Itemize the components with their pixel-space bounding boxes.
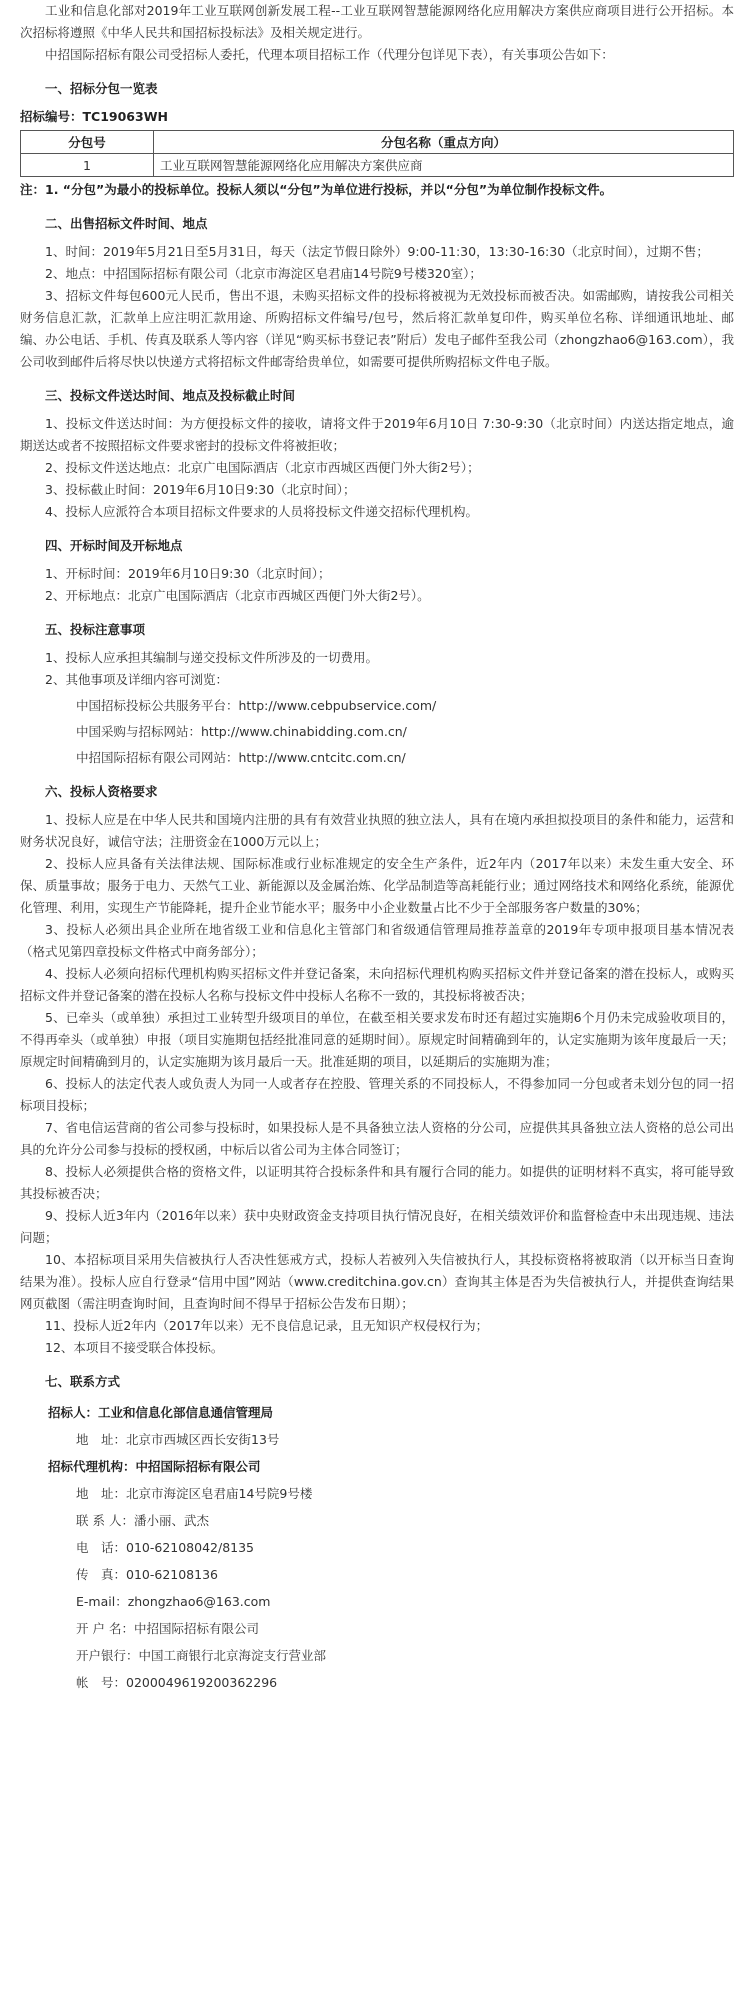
agent-heading: 招标代理机构：中招国际招标有限公司 (48, 1459, 261, 1474)
agent-phone: 电 话：010-62108042/8135 (76, 1540, 255, 1555)
list-item: 6、投标人的法定代表人或负责人为同一人或者存在控股、管理关系的不同投标人，不得参加同一分包或者未划分包的同一招标项目投标； (20, 1076, 734, 1113)
tenderer-heading: 招标人：工业和信息化部信息通信管理局 (48, 1405, 274, 1420)
agent-email[interactable]: E-mail：zhongzhao6@163.com (76, 1594, 271, 1609)
list-item: 11、投标人近2年内（2017年以来）无不良信息记录，且无知识产权侵权行为； (45, 1318, 489, 1333)
list-item: 7、省电信运营商的省公司参与投标时，如果投标人是不具备独立法人资格的分公司，应提供其具备独立法人资格的总公司出具的允许分公司参与投标的授权函，中标后以省公司为主体合同签订； (20, 1120, 734, 1157)
table-row (21, 154, 734, 177)
section-6-title: 六、投标人资格要求 (45, 784, 158, 799)
agent-fax: 传 真：010-62108136 (76, 1567, 218, 1582)
list-item: 2、开标地点：北京广电国际酒店（北京市西城区西便门外大街2号）。 (45, 588, 430, 603)
list-item: 3、投标截止时间：2019年6月10日9:30（北京时间）； (45, 482, 356, 497)
list-item: 4、投标人应派符合本项目招标文件要求的人员将投标文件递交招标代理机构。 (45, 504, 478, 519)
section-2-title: 二、出售招标文件时间、地点 (45, 216, 208, 231)
table-cell-package-name: 工业互联网智慧能源网络化应用解决方案供应商 (154, 154, 734, 177)
list-item: 1、投标文件送达时间：为方便投标文件的接收，请将文件于2019年6月10日 7:30-9:30（北京时间）内送达指定地点，逾期送达或者不按照招标文件要求密封的投标文件将被拒收； (20, 416, 734, 453)
list-item: 1、投标人应是在中华人民共和国境内注册的具有有效营业执照的独立法人，具有在境内承担拟投项目的条件和能力，运营和财务状况良好，诚信守法；注册资金在1000万元以上； (20, 812, 734, 849)
intro-paragraph-1: 工业和信息化部对2019年工业互联网创新发展工程--工业互联网智慧能源网络化应用解决方案供应商项目进行公开招标。本次招标将遵照《中华人民共和国招标投标法》及相关规定进行。 (20, 3, 734, 40)
agent-account-number: 帐 号：0200049619200362296 (76, 1675, 278, 1690)
website-link-chinabidding[interactable]: 中国采购与招标网站：http://www.chinabidding.com.cn/ (76, 724, 407, 739)
intro-paragraph-2: 中招国际招标有限公司受招标人委托，代理本项目招标工作（代理分包详见下表），有关事项公告如下： (45, 47, 614, 62)
package-table (20, 130, 734, 177)
announcement-document (20, 0, 734, 1696)
table-cell-package-no: 1 (21, 154, 154, 177)
list-item: 1、投标人应承担其编制与递交投标文件所涉及的一切费用。 (45, 650, 378, 665)
tender-code: 招标编号：TC19063WH (20, 109, 168, 124)
list-item: 2、地点：中招国际招标有限公司（北京市海淀区皂君庙14号院9号楼320室）； (45, 266, 482, 281)
website-link-cntcitc[interactable]: 中招国际招标有限公司网站：http://www.cntcitc.com.cn/ (76, 750, 406, 765)
agent-contact-person: 联 系 人：潘小丽、武杰 (76, 1513, 209, 1528)
list-item: 8、投标人必须提供合格的资格文件，以证明其符合投标条件和具有履行合同的能力。如提供的证明材料不真实，将可能导致其投标被否决； (20, 1164, 734, 1201)
website-link-cebpubservice[interactable]: 中国招标投标公共服务平台：http://www.cebpubservice.com/ (76, 698, 437, 713)
list-item: 9、投标人近3年内（2016年以来）获中央财政资金支持项目执行情况良好，在相关绩效评价和监督检查中未出现违规、违法问题； (20, 1208, 734, 1245)
list-item: 5、已牵头（或单独）承担过工业转型升级项目的单位，在截至相关要求发布时还有超过实施期6个月仍未完成验收项目的，不得再牵头（或单独）申报（项目实施期包括经批准同意的延期时间）。原规定时间精确到年的，认定实施期为该年度最后一天；原规定时间精确到月的，认定实施期为该月最后一天。批准延期的项目，以延期后的实施期为准； (20, 1010, 734, 1069)
package-note: 注：1. “分包”为最小的投标单位。投标人须以“分包”为单位进行投标，并以“分包”为单位制作投标文件。 (20, 182, 613, 197)
list-item: 3、投标人必须出具企业所在地省级工业和信息化主管部门和省级通信管理局推荐盖章的2019年专项申报项目基本情况表（格式见第四章投标文件格式中商务部分）； (20, 922, 734, 959)
list-item: 2、投标人应具备有关法律法规、国际标准或行业标准规定的安全生产条件，近2年内（2017年以来）未发生重大安全、环保、质量事故；服务于电力、天然气工业、新能源以及金属治炼、化学品制造等高耗能行业；通过网络技术和网络化系统，能源优化管理、利用，实现生产节能降耗，提升企业节能水平；服务中小企业数量占比不少于全部服务客户数量的30%； (20, 856, 734, 915)
list-item: 10、本招标项目采用失信被执行人否决性惩戒方式，投标人若被列入失信被执行人，其投标资格将被取消（以开标当日查询结果为准）。投标人应自行登录“信用中国”网站（www.creditchina.gov.cn）查询其主体是否为失信被执行人，并提供查询结果网页截图（需注明查询时间，且查询时间不得早于招标公告发布日期）； (20, 1252, 734, 1311)
section-5-title: 五、投标注意事项 (45, 622, 146, 637)
agent-bank: 开户银行：中国工商银行北京海淀支行营业部 (76, 1648, 327, 1663)
table-header-package-no: 分包号 (21, 131, 154, 154)
tenderer-address: 地 址：北京市西城区西长安街13号 (76, 1432, 280, 1447)
agent-address: 地 址：北京市海淀区皂君庙14号院9号楼 (76, 1486, 313, 1501)
table-header-package-name: 分包名称（重点方向） (154, 131, 734, 154)
table-header-row (21, 131, 734, 154)
list-item: 3、招标文件每包600元人民币，售出不退，未购买招标文件的投标将被视为无效投标而被否决。如需邮购，请按我公司相关财务信息汇款，汇款单上应注明汇款用途、所购招标文件编号/包号，然后将汇款单复印件，购买单位名称、详细通讯地址、邮编、办公电话、手机、传真及联系人等内容（详见“购买标书登记表”附后）发电子邮件至我公司（zhongzhao6@163.com），我公司收到邮件后将尽快以快递方式将招标文件邮寄给贵单位，如需要可提供所购招标文件电子版。 (20, 288, 734, 369)
section-4-title: 四、开标时间及开标地点 (45, 538, 183, 553)
section-1-title: 一、招标分包一览表 (45, 81, 158, 96)
list-item: 1、开标时间：2019年6月10日9:30（北京时间）； (45, 566, 331, 581)
section-3-title: 三、投标文件送达时间、地点及投标截止时间 (45, 388, 296, 403)
section-7-title: 七、联系方式 (45, 1374, 121, 1389)
list-item: 2、投标文件送达地点：北京广电国际酒店（北京市西城区西便门外大街2号）； (45, 460, 480, 475)
list-item: 12、本项目不接受联合体投标。 (45, 1340, 224, 1355)
agent-account-name: 开 户 名：中招国际招标有限公司 (76, 1621, 259, 1636)
list-item: 2、其他事项及详细内容可浏览： (45, 672, 228, 687)
list-item: 4、投标人必须向招标代理机构购买招标文件并登记备案，未向招标代理机构购买招标文件并登记备案的潜在投标人，或购买招标文件并登记备案的潜在投标人名称与投标文件中投标人名称不一致的，其投标将被否决； (20, 966, 734, 1003)
list-item: 1、时间：2019年5月21日至5月31日，每天（法定节假日除外）9:00-11:30，13:30-16:30（北京时间），过期不售； (45, 244, 709, 259)
